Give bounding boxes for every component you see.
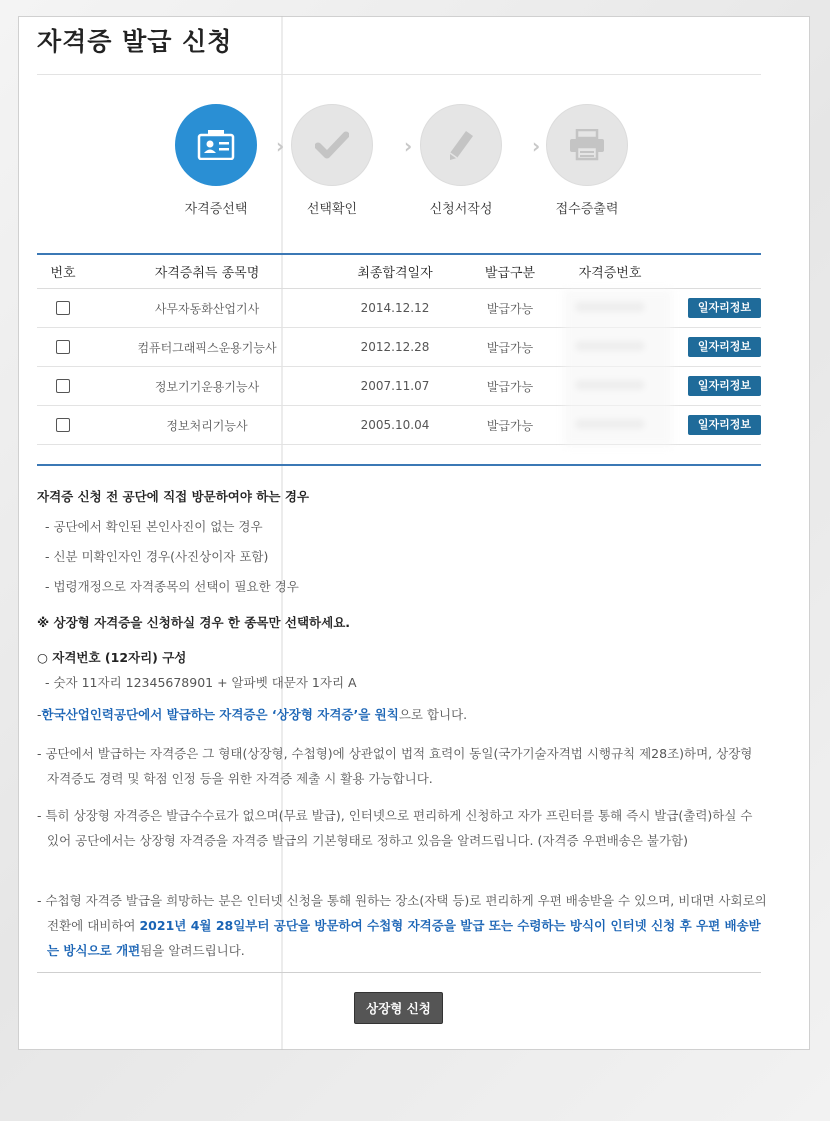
number-format-detail: - 숫자 11자리 12345678901 + 알파벳 대문자 1자리 A bbox=[45, 675, 357, 690]
step-write-application bbox=[391, 104, 531, 217]
certificate-number-blur bbox=[564, 290, 672, 446]
issue-status: 발급가능 bbox=[465, 406, 555, 445]
issue-status: 발급가능 bbox=[465, 367, 555, 406]
pencil-icon bbox=[446, 128, 476, 162]
step-label: 자격증선택 bbox=[184, 202, 248, 217]
principle-notice bbox=[37, 702, 767, 727]
printer-icon bbox=[568, 129, 606, 161]
row-checkbox[interactable] bbox=[56, 379, 70, 393]
pass-date: 2007.11.07 bbox=[325, 367, 465, 406]
certificate-name: 정보기기운용기능사 bbox=[89, 367, 325, 406]
free-issue-notice: - 특히 상장형 자격증은 발급수수료가 없으며(무료 발급), 인터넷으로 편리하게 신청하고 자가 프린터를 통해 즉시 발급(출력)하실 수 있어 공단에서는 상장형 자격증을 자격증 발급의 기본형태로 정하고 있음을 알려드립니다. (자격증 우편배송은 불가함) bbox=[37, 808, 753, 848]
step-circle bbox=[291, 104, 373, 186]
chevron-right-icon: › bbox=[404, 134, 413, 158]
id-card-icon bbox=[197, 130, 235, 160]
header-certificate-name: 자격증취득 종목명 bbox=[89, 255, 325, 289]
single-selection-warning: ※ 상장형 자격증을 신청하실 경우 한 종목만 선택하세요. bbox=[37, 615, 351, 630]
page-title: 자격증 발급 신청 bbox=[37, 27, 233, 56]
visit-item: - 공단에서 확인된 본인사진이 없는 경우 bbox=[45, 519, 263, 534]
apply-certificate-button[interactable]: 상장형 신청 bbox=[354, 992, 443, 1024]
header-certificate-number: 자격증번호 bbox=[555, 255, 665, 289]
certificate-name: 사무자동화산업기사 bbox=[89, 289, 325, 328]
row-checkbox[interactable] bbox=[56, 418, 70, 432]
job-info-button[interactable]: 일자리정보 bbox=[688, 415, 761, 435]
notice-suffix: 됨을 알려드립니다. bbox=[140, 943, 245, 958]
issue-status: 발급가능 bbox=[465, 328, 555, 367]
table-bottom-border bbox=[37, 464, 761, 466]
notice-suffix: 으로 합니다. bbox=[398, 707, 468, 722]
visit-item: - 법령개정으로 자격종목의 선택이 필요한 경우 bbox=[45, 579, 299, 594]
pass-date: 2005.10.04 bbox=[325, 406, 465, 445]
notice-text: - 수첩형 자격증 발급을 희망하는 분은 인터넷 신청을 통해 원하는 장소(자택 등)로 편리하게 우편 배송받을 수 있으며, 비대면 사회로의 전환에 대비하여 bbox=[37, 893, 767, 933]
step-label: 접수증출력 bbox=[555, 202, 619, 217]
number-format-heading: ○ 자격번호 (12자리) 구성 bbox=[37, 650, 187, 665]
issue-status: 발급가능 bbox=[465, 289, 555, 328]
booklet-delivery-notice bbox=[37, 888, 767, 963]
table-header-row bbox=[37, 255, 761, 289]
header-issue-status: 발급구분 bbox=[465, 255, 555, 289]
step-label: 신청서작성 bbox=[429, 202, 493, 217]
visit-item: - 신분 미확인자인 경우(사진상이자 포함) bbox=[45, 549, 269, 564]
legal-effect-notice: - 공단에서 발급하는 자격증은 그 형태(상장형, 수첩형)에 상관없이 법적 효력이 동일(국가기술자격법 시행규칙 제28조)하며, 상장형 자격증도 경력 및 학점 인정 등을 위한 자격증 제출 시 활용 가능합니다. bbox=[37, 746, 753, 786]
header-actions bbox=[665, 255, 761, 289]
header-number: 번호 bbox=[37, 255, 89, 289]
certificate-name: 정보처리기능사 bbox=[89, 406, 325, 445]
certificate-table bbox=[37, 253, 761, 445]
job-info-button[interactable]: 일자리정보 bbox=[688, 376, 761, 396]
step-label: 선택확인 bbox=[306, 202, 358, 217]
title-divider bbox=[37, 74, 761, 75]
pass-date: 2012.12.28 bbox=[325, 328, 465, 367]
notice-prefix: - bbox=[37, 707, 42, 722]
step-circle bbox=[175, 104, 257, 186]
certificate-name: 컴퓨터그래픽스운용기능사 bbox=[89, 328, 325, 367]
header-pass-date: 최종합격일자 bbox=[325, 255, 465, 289]
job-info-button[interactable]: 일자리정보 bbox=[688, 298, 761, 318]
step-circle bbox=[546, 104, 628, 186]
bottom-divider bbox=[37, 972, 761, 973]
chevron-right-icon: › bbox=[532, 134, 541, 158]
notice-highlight: 한국산업인력공단에서 발급하는 자격증은 ‘상장형 자격증’을 원칙 bbox=[41, 707, 399, 722]
row-checkbox[interactable] bbox=[56, 340, 70, 354]
pass-date: 2014.12.12 bbox=[325, 289, 465, 328]
checkmark-icon bbox=[315, 131, 349, 159]
step-circle bbox=[420, 104, 502, 186]
row-checkbox[interactable] bbox=[56, 301, 70, 315]
chevron-right-icon: › bbox=[276, 134, 285, 158]
job-info-button[interactable]: 일자리정보 bbox=[688, 337, 761, 357]
step-print-receipt bbox=[517, 104, 657, 217]
notice-highlight: 2021년 4월 28일부터 공단을 방문하여 수첩형 자격증을 발급 또는 수령하는 방식이 인터넷 신청 후 우편 배송받는 방식으로 개편 bbox=[47, 918, 761, 958]
visit-required-heading: 자격증 신청 전 공단에 직접 방문하여야 하는 경우 bbox=[37, 489, 309, 504]
step-confirm-selection bbox=[262, 104, 402, 217]
